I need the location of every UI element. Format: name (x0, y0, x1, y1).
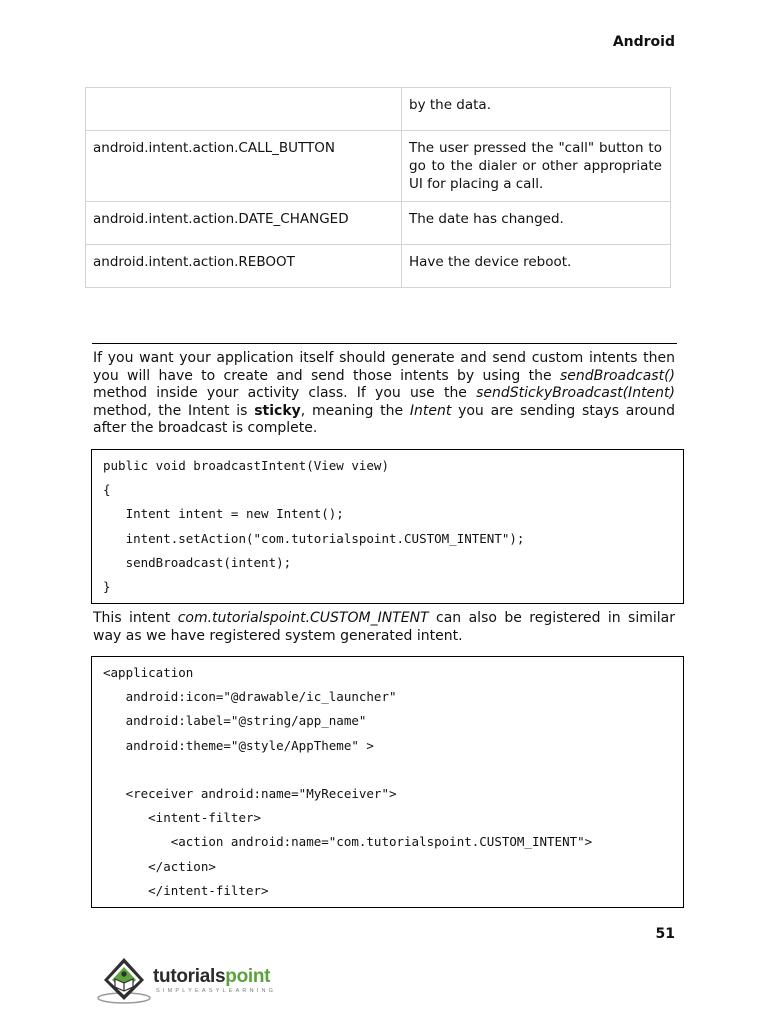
table-row (86, 88, 671, 131)
code-block-manifest-receiver (91, 656, 684, 908)
tutorialspoint-logo (96, 954, 311, 1006)
description-cell: Have the device reboot. (402, 245, 671, 288)
text-run: , meaning the (300, 402, 410, 419)
code-line: android:theme="@style/AppTheme" > (103, 737, 374, 753)
method-name: sendBroadcast() (559, 367, 675, 384)
text-run: can also be registered in similar way as we have registered system generated intent. (93, 610, 675, 644)
code-line: </intent-filter> (103, 882, 269, 898)
code-line: <application (103, 665, 194, 680)
emphasis-term: sticky (254, 402, 301, 419)
horizontal-divider (92, 343, 677, 344)
logo-wordmark (153, 966, 270, 988)
code-line: intent.setAction("com.tutorialspoint.CUSTOM_INTENT"); (103, 530, 525, 546)
code-line (103, 761, 683, 785)
action-cell (86, 88, 402, 131)
code-line: android:label="@string/app_name" (103, 713, 367, 729)
method-name: sendStickyBroadcast(Intent) (476, 385, 675, 401)
running-header: Android (612, 34, 675, 50)
table-row (86, 202, 671, 245)
code-line: <action android:name="com.tutorialspoint.CUSTOM_INTENT"> (103, 834, 593, 850)
text-run: If you want your application itself should generate and send custom intents then you will have to create and send those intents by using the (93, 350, 675, 384)
intent-actions-table (85, 87, 671, 288)
custom-intents-paragraph (93, 350, 675, 438)
logo-tagline: SIMPLYEASYLEARNING (156, 988, 277, 994)
code-line: Intent intent = new Intent(); (103, 506, 344, 522)
logo-word-accent: point (225, 966, 271, 987)
text-run: you are sending stays around after the broadcast is complete. (93, 402, 675, 436)
text-run: method, the Intent is (93, 402, 255, 419)
book-emblem-icon (96, 954, 156, 1006)
description-cell: The user pressed the "call" button to go to the dialer or other appropriate UI for placing a call. (402, 131, 671, 202)
action-cell: android.intent.action.DATE_CHANGED (86, 202, 402, 245)
code-block-broadcast-intent (91, 449, 684, 604)
table-row (86, 131, 671, 202)
code-line: } (103, 578, 111, 594)
page-number: 51 (655, 926, 675, 942)
code-line: </action> (103, 858, 216, 874)
description-cell: by the data. (402, 88, 671, 131)
code-line: android:icon="@drawable/ic_launcher" (103, 689, 397, 705)
table-row (86, 245, 671, 288)
action-cell: android.intent.action.CALL_BUTTON (86, 131, 402, 202)
custom-intent-registration-paragraph (93, 610, 675, 645)
code-line: public void broadcastIntent(View view) (103, 458, 389, 473)
logo-word: tutorials (153, 966, 226, 987)
text-run: This intent (93, 610, 178, 626)
description-cell: The date has changed. (402, 202, 671, 245)
text-run: method inside your activity class. If you use the (93, 385, 477, 401)
code-line: { (103, 482, 111, 498)
code-line: <receiver android:name="MyReceiver"> (103, 785, 397, 801)
code-line: sendBroadcast(intent); (103, 554, 292, 570)
code-line: <intent-filter> (103, 810, 262, 826)
action-cell: android.intent.action.REBOOT (86, 245, 402, 288)
class-name: Intent (409, 402, 452, 419)
intent-name: com.tutorialspoint.CUSTOM_INTENT (177, 610, 429, 626)
